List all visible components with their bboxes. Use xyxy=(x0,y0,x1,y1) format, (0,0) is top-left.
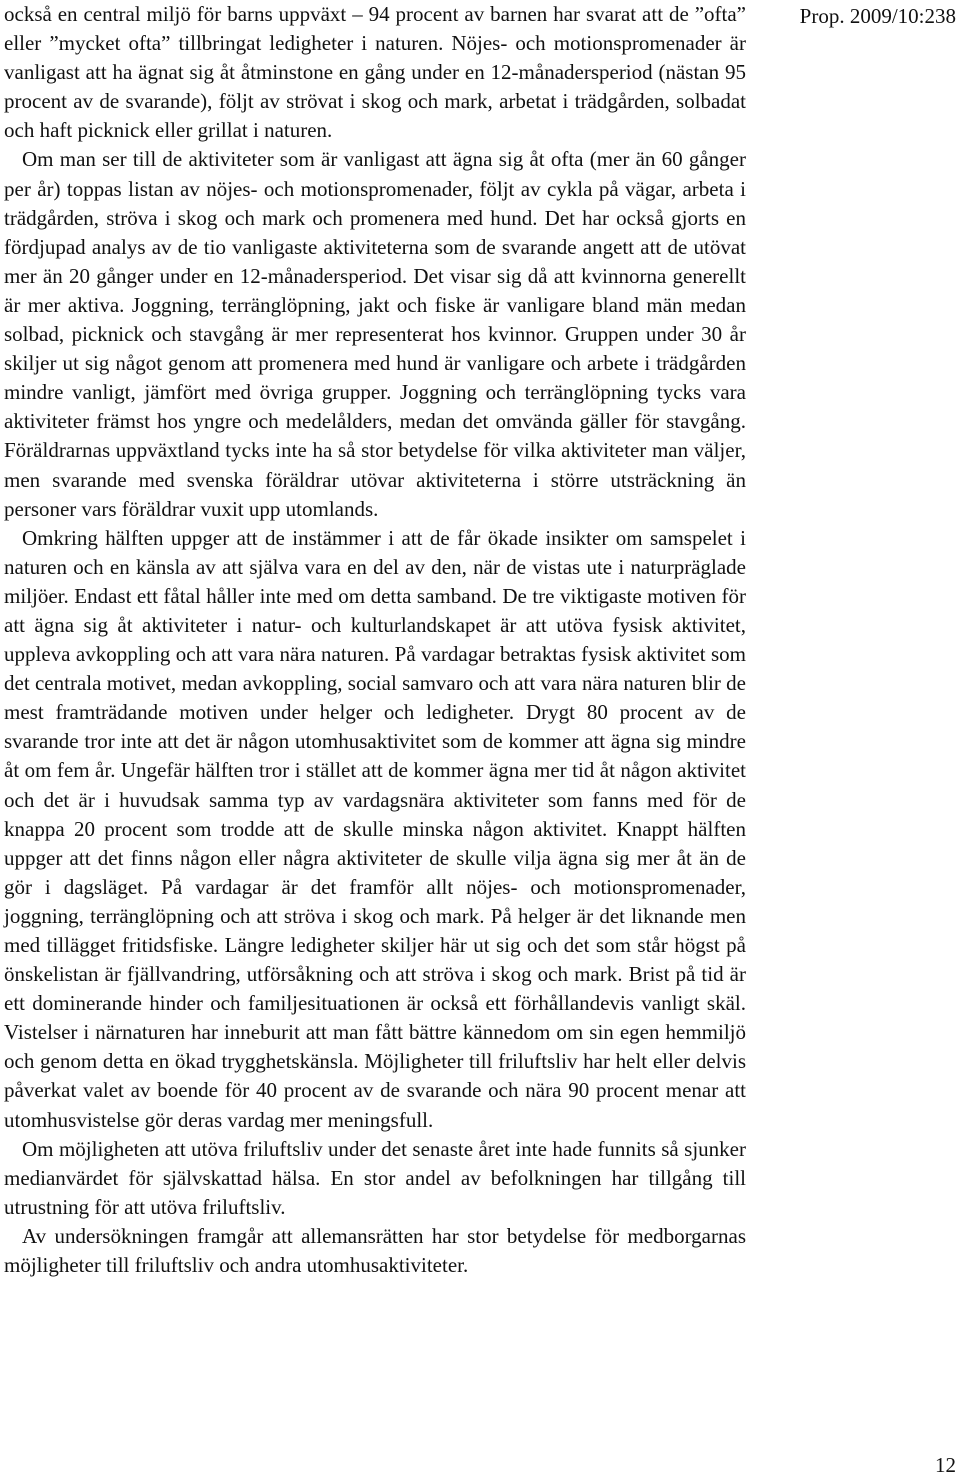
paragraph-1: också en central miljö för barns uppväxt – 94 procent av barnen har svarat att de ”ofta” eller ”mycket ofta” tillbringat ledigheter i naturen. Nöjes- och motionspromenader är vanligast att ha ägnat sig åt åtminstone en gång under en 12-månadersperiod (nästan 95 procent av de svarande), följt av strövat i skog och mark, arbetat i trädgården, solbadat och haft picknick eller grillat i naturen. xyxy=(4,2,746,143)
paragraph-5: Av undersökningen framgår att allemansrätten har stor betydelse för medborgarnas möjligheter till friluftsliv och andra utomhusaktiviteter. xyxy=(4,1223,746,1278)
paragraph-4: Om möjligheten att utöva friluftsliv under det senaste året inte hade funnits så sjunker medianvärdet för självskattad hälsa. En stor andel av befolkningen har tillgång till utrustning för att utöva friluftsliv. xyxy=(4,1136,746,1219)
page-number: 12 xyxy=(935,1453,956,1477)
proposition-reference: Prop. 2009/10:238 xyxy=(799,4,956,28)
body-text xyxy=(4,0,746,1280)
paragraph-3: Omkring hälften uppger att de instämmer i att de får ökade insikter om samspelet i naturen och en känsla av att själva vara en del av den, när de vistas ute i naturpräglade miljöer. Endast ett fåtal håller inte med om detta samband. De tre viktigaste motiven för att ägna sig åt aktiviteter i natur- och kulturlandskapet är att utöva fysisk aktivitet, uppleva avkoppling och att vara nära naturen. På vardagar betraktas fysisk aktivitet som det centrala motivet, medan avkoppling, social samvaro och att vara nära naturen blir de mest framträdande motiven under helger och ledigheter. Drygt 80 procent av de svarande tror inte att det är någon utomhusaktivitet som de kommer att ägna sig mindre åt om fem år. Ungefär hälften tror i stället att de kommer ägna mer tid åt någon aktivitet och det är i huvudsak samma typ av vardagsnära aktiviteter som fanns med för de knappa 20 procent som trodde att de skulle minska någon aktivitet. Knappt hälften uppger att det finns någon eller några aktiviteter de skulle vilja ägna sig mer åt än de gör i dagsläget. På vardagar är det framför allt nöjes- och motionspromenader, joggning, terränglöpning och att ströva i skog och mark. På helger är det liknande men med tillägget fritidsfiske. Längre ledigheter skiljer här ut sig och det som står högst på önskelistan är fjällvandring, utförsåkning och att ströva i skog och mark. Brist på tid är ett dominerande hinder och familjesituationen är också ett förhållandevis vanligt skäl. Vistelser i närnaturen har inneburit att man fått bättre kännedom om sin egen hemmiljö och genom detta en ökad trygghetskänsla. Möjligheter till friluftsliv har helt eller delvis påverkat valet av boende för 40 procent av de svarande och nära 90 procent menar att utomhusvistelse gör deras vardag mer meningsfull. xyxy=(4,525,746,1132)
paragraph-2: Om man ser till de aktiviteter som är vanligast att ägna sig åt ofta (mer än 60 gånger per år) toppas listan av nöjes- och motionspromenader, följt av cykla på vägar, arbeta i trädgården, ströva i skog och mark och promenera med hund. Det har också gjorts en fördjupad analys av de tio vanligaste aktiviteterna som de svarande angett att de utövat mer än 20 gånger under en 12-månadersperiod. Det visar sig då att kvinnorna generellt är mer aktiva. Joggning, terränglöpning, jakt och fiske är vanligare bland män medan solbad, picknick och stavgång är mer representerat hos kvinnor. Gruppen under 30 år skiljer ut sig något genom att promenera med hund är vanligare och arbete i trädgården mindre vanligt, jämfört med övriga grupper. Joggning och terränglöpning tycks vara aktiviteter främst hos yngre och medelålders, medan det omvända gäller för stavgång. Föräldrarnas uppväxtland tycks inte ha så stor betydelse för vilka aktiviteter man väljer, men svarande med svenska föräldrar utövar aktiviteterna i större utsträckning än personer vars föräldrar vuxit upp utomlands. xyxy=(4,147,746,521)
